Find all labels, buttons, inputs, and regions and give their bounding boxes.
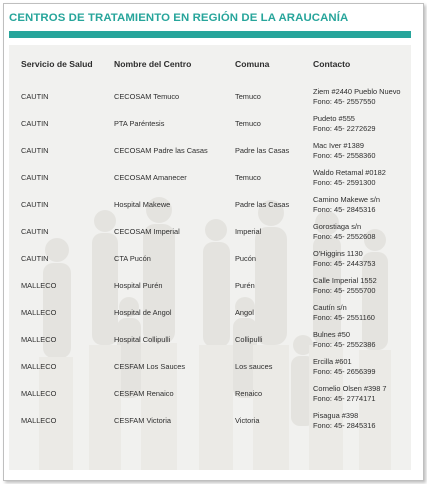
cell-comuna: Collipulli: [235, 334, 263, 344]
cell-centro: CECOSAM Imperial: [114, 226, 180, 236]
cell-centro: CECOSAM Amanecer: [114, 172, 187, 182]
table-row: [9, 353, 411, 380]
contact-phone: Fono: 45- 2845316: [313, 204, 376, 214]
contact-phone: Fono: 45- 2557550: [313, 96, 376, 106]
table-row: [9, 83, 411, 110]
table-row: [9, 299, 411, 326]
cell-comuna: Los sauces: [235, 361, 273, 371]
contact-phone: Fono: 45- 2555700: [313, 285, 376, 295]
cell-centro: Hospital de Angol: [114, 307, 172, 317]
cell-comuna: Temuco: [235, 118, 261, 128]
cell-comuna: Angol: [235, 307, 254, 317]
table-row: [9, 380, 411, 407]
contact-phone: Fono: 45- 2552608: [313, 231, 376, 241]
page-title: CENTROS DE TRATAMIENTO EN REGIÓN DE LA ARAUCANÍA: [9, 12, 349, 24]
contact-phone: Fono: 45- 2552386: [313, 339, 376, 349]
contact-phone: Fono: 45- 2443753: [313, 258, 376, 268]
contact-address: Pisagua #398: [313, 410, 359, 420]
contact-address: Waldo Retamal #0182: [313, 167, 386, 177]
cell-centro: CESFAM Los Sauces: [114, 361, 186, 371]
cell-servicio: MALLECO: [21, 307, 57, 317]
treatment-centers-table: [9, 45, 411, 434]
cell-servicio: MALLECO: [21, 388, 57, 398]
cell-centro: CECOSAM Temuco: [114, 91, 180, 101]
infographic-frame: [3, 3, 424, 481]
cell-contacto: [313, 110, 411, 137]
cell-contacto: [313, 164, 411, 191]
table-row: [9, 164, 411, 191]
contact-address: Gorostiaga s/n: [313, 221, 362, 231]
cell-servicio: CAUTIN: [21, 91, 49, 101]
cell-centro: Hospital Makewe: [114, 199, 171, 209]
contact-address: Bulnes #50: [313, 329, 350, 339]
cell-contacto: [313, 299, 411, 326]
contact-address: Mac Iver #1389: [313, 140, 364, 150]
cell-contacto: [313, 83, 411, 110]
cell-centro: CECOSAM Padre las Casas: [114, 145, 208, 155]
header-comuna: Comuna: [235, 59, 270, 69]
table-row: [9, 245, 411, 272]
table-row: [9, 218, 411, 245]
cell-contacto: [313, 245, 411, 272]
contact-phone: Fono: 45- 2845316: [313, 420, 376, 430]
contact-address: Pudeto #555: [313, 113, 355, 123]
cell-contacto: [313, 137, 411, 164]
cell-comuna: Victoria: [235, 415, 260, 425]
cell-comuna: Pucón: [235, 253, 256, 263]
table-row: [9, 326, 411, 353]
cell-contacto: [313, 218, 411, 245]
cell-servicio: CAUTIN: [21, 226, 49, 236]
contact-phone: Fono: 45- 2272629: [313, 123, 376, 133]
cell-comuna: Padre las Casas: [235, 199, 290, 209]
contact-phone: Fono: 45- 2591300: [313, 177, 376, 187]
cell-centro: Hospital Collipulli: [114, 334, 171, 344]
cell-comuna: Padre las Casas: [235, 145, 290, 155]
contact-address: Ziem #2440 Pueblo Nuevo: [313, 86, 401, 96]
cell-comuna: Purén: [235, 280, 255, 290]
table-row: [9, 110, 411, 137]
contact-address: Cornelio Olsen #398 7: [313, 383, 387, 393]
contact-address: Calle Imperial 1552: [313, 275, 377, 285]
cell-contacto: [313, 380, 411, 407]
contact-address: O'Higgins 1130: [313, 248, 363, 258]
contact-address: Ercilla #601: [313, 356, 352, 366]
cell-comuna: Renaico: [235, 388, 263, 398]
cell-comuna: Temuco: [235, 91, 261, 101]
cell-contacto: [313, 326, 411, 353]
cell-comuna: Temuco: [235, 172, 261, 182]
cell-comuna: Imperial: [235, 226, 262, 236]
contact-phone: Fono: 45- 2551160: [313, 312, 375, 322]
cell-contacto: [313, 353, 411, 380]
contact-phone: Fono: 45- 2558360: [313, 150, 376, 160]
contact-phone: Fono: 45- 2774171: [313, 393, 376, 403]
table-row: [9, 137, 411, 164]
table-row: [9, 191, 411, 218]
cell-centro: Hospital Purén: [114, 280, 163, 290]
contact-phone: Fono: 45- 2656399: [313, 366, 376, 376]
table-row: [9, 407, 411, 434]
cell-centro: CESFAM Renaico: [114, 388, 174, 398]
cell-servicio: CAUTIN: [21, 118, 49, 128]
header-contacto: Contacto: [313, 59, 351, 69]
cell-contacto: [313, 272, 411, 299]
contact-address: Cautín s/n: [313, 302, 347, 312]
cell-centro: PTA Paréntesis: [114, 118, 165, 128]
cell-servicio: MALLECO: [21, 334, 57, 344]
cell-centro: CESFAM Victoria: [114, 415, 171, 425]
cell-servicio: MALLECO: [21, 280, 57, 290]
table-row: [9, 272, 411, 299]
title-underline-bar: [9, 31, 411, 38]
header-centro: Nombre del Centro: [114, 59, 192, 69]
table-panel: [9, 45, 411, 470]
cell-servicio: MALLECO: [21, 415, 57, 425]
contact-address: Camino Makewe s/n: [313, 194, 380, 204]
cell-contacto: [313, 407, 411, 434]
header-servicio: Servicio de Salud: [21, 59, 93, 69]
cell-servicio: MALLECO: [21, 361, 57, 371]
cell-servicio: CAUTIN: [21, 253, 49, 263]
cell-centro: CTA Pucón: [114, 253, 151, 263]
table-header-row: [9, 45, 411, 83]
cell-servicio: CAUTIN: [21, 145, 49, 155]
cell-servicio: CAUTIN: [21, 199, 49, 209]
cell-contacto: [313, 191, 411, 218]
cell-servicio: CAUTIN: [21, 172, 49, 182]
